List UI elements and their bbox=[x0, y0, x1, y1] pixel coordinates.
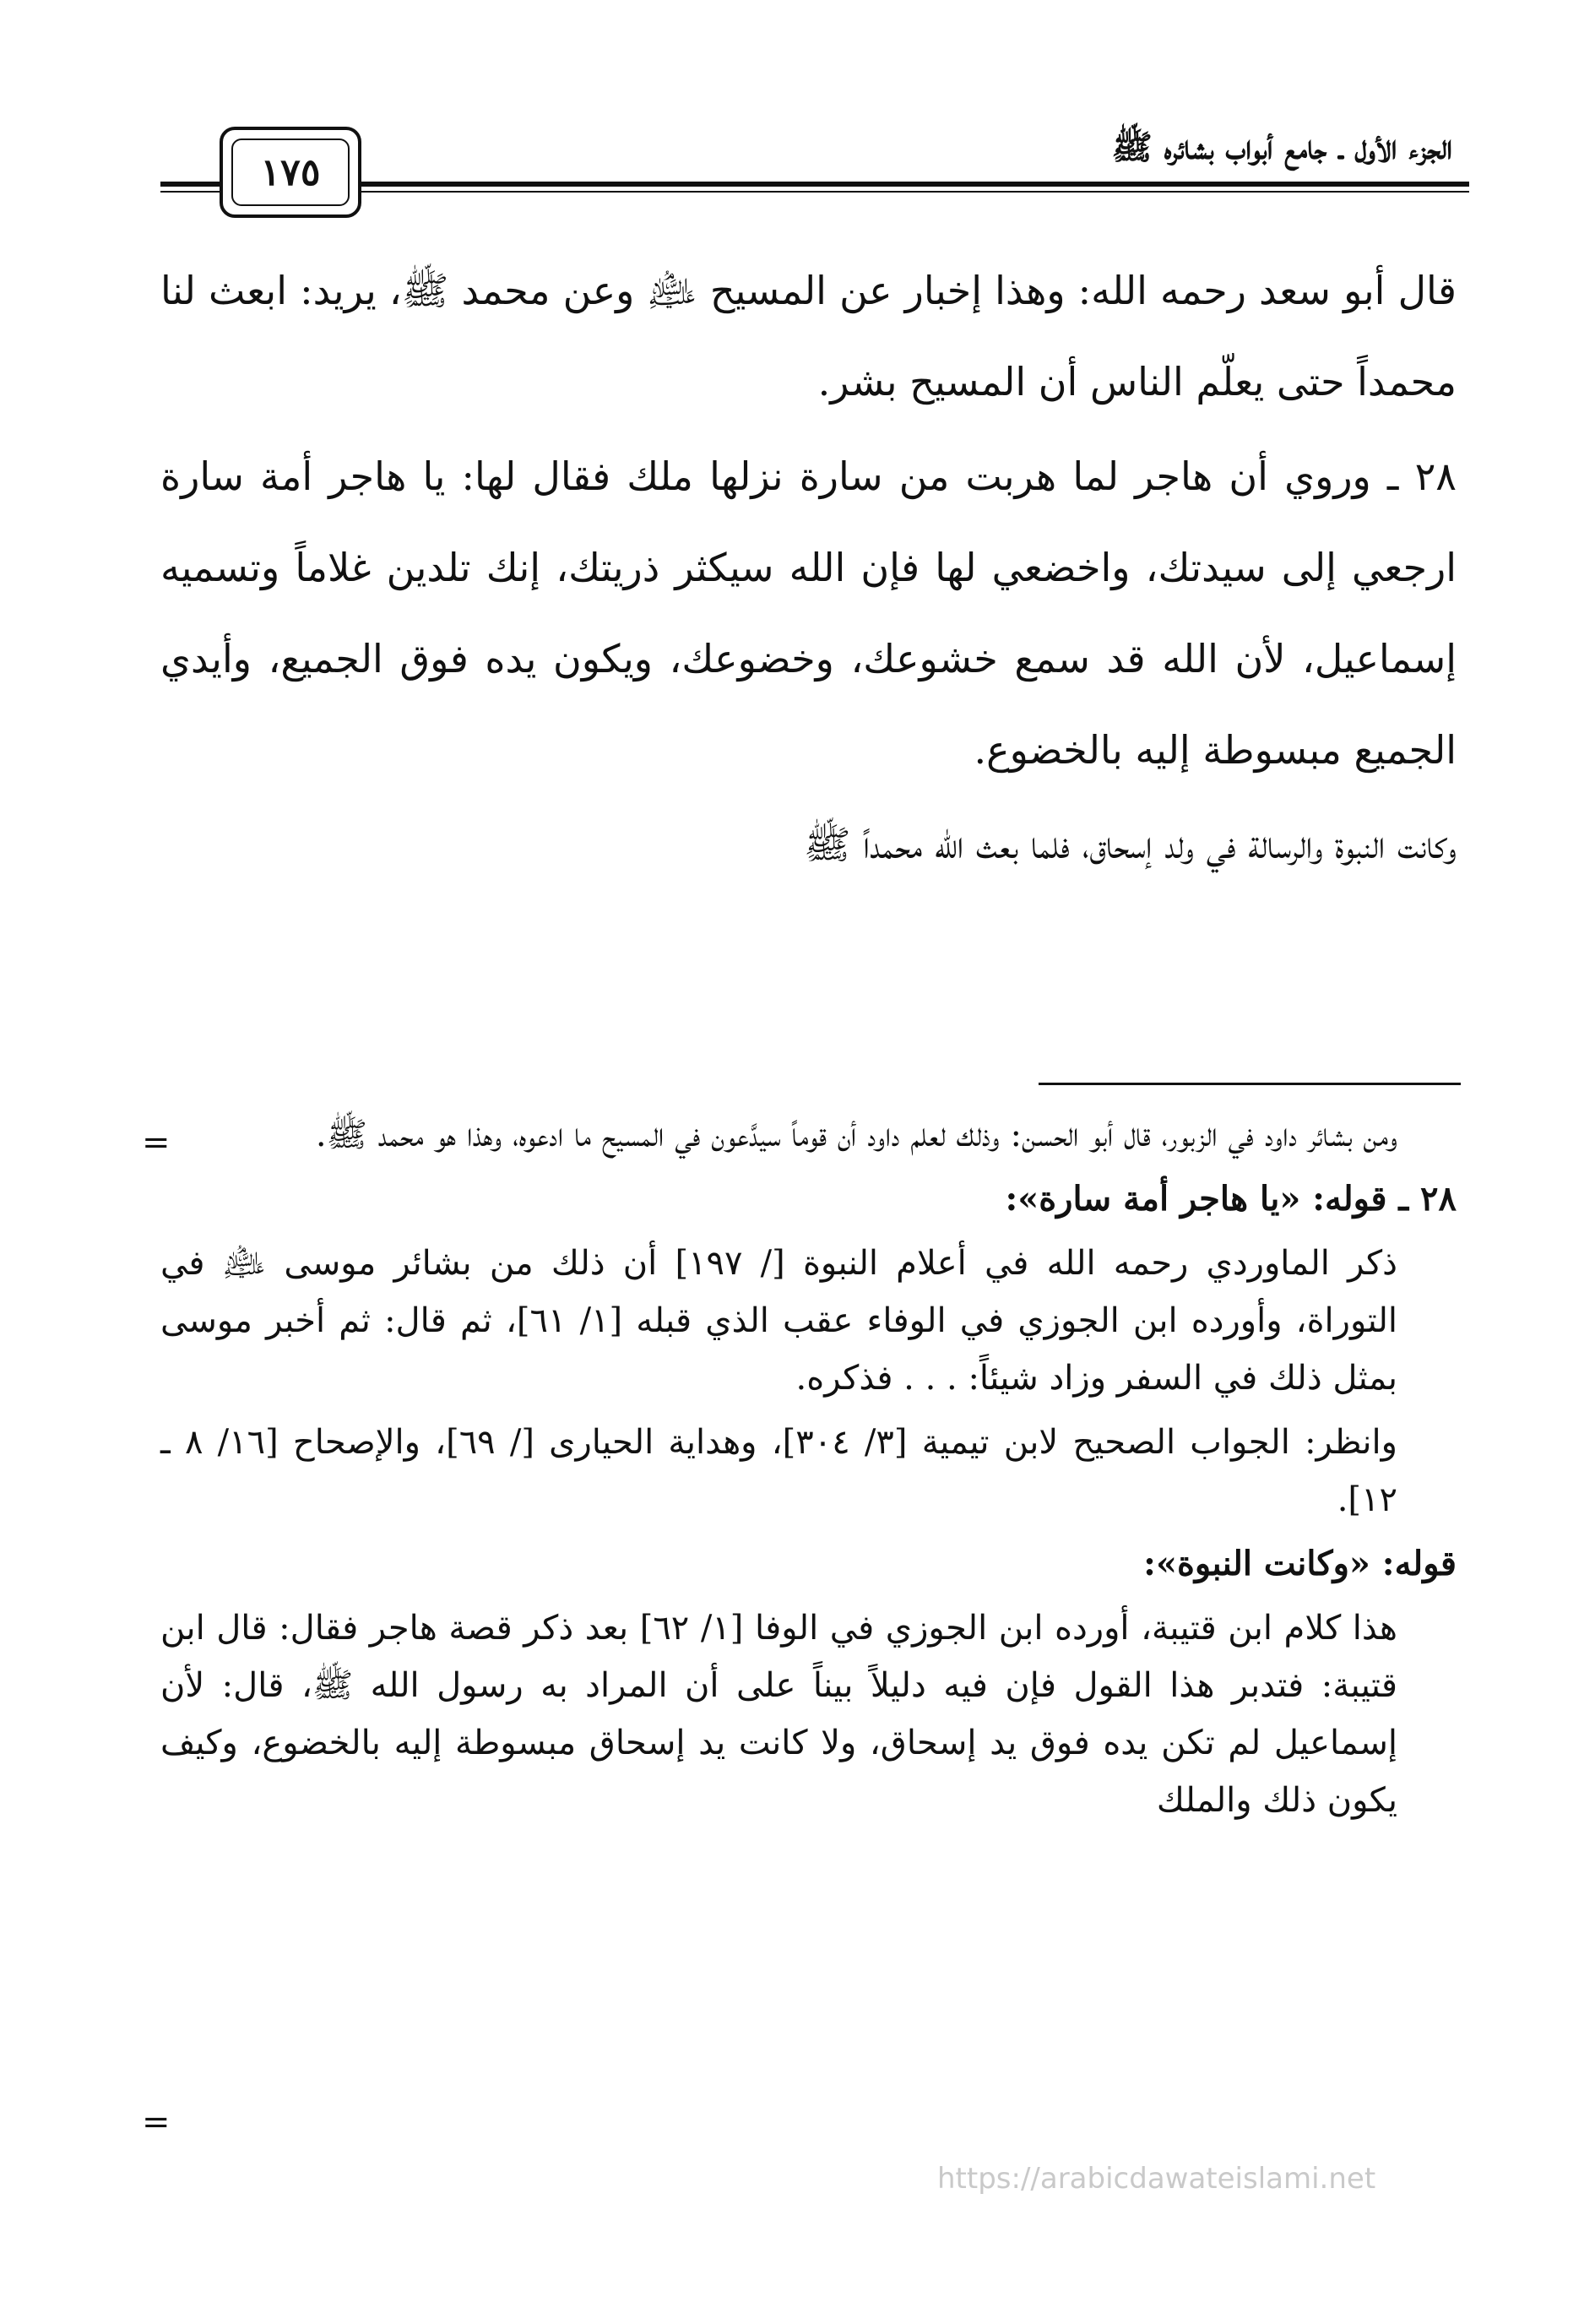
page-number: ١٧٥ bbox=[231, 138, 350, 206]
main-paragraph: ٢٨ ـ وروي أن هاجر لما هربت من سارة نزلها ملك فقال لها: يا هاجر أمة سارة ارجعي إلى سيدتك، واخضعي لها فإن الله سيكثر ذريتك، إنك تلدين غلاماً وتسميه إسماعيل، لأن الله قد سمع خشوعك، وخضوعك، ويكون يده فوق الجميع، وأيدي الجميع مبسوطة إليه بالخضوع. bbox=[160, 453, 1457, 773]
page-header bbox=[160, 93, 1469, 211]
footnote-paragraph: ومن بشائر داود في الزبور، قال أبو الحسن: وذلك لعلم داود أن قوماً سيدَّعون في المسيح ما ادعوه، وهذا هو محمد ﷺ. bbox=[315, 1116, 1397, 1154]
footnote-heading: قوله: «وكانت النبوة»: bbox=[1143, 1544, 1457, 1583]
running-title: الجزء الأول ـ جامع أبواب بشائره ﷺ bbox=[1111, 128, 1452, 167]
watermark-url: https://arabicdawateislami.net bbox=[937, 2162, 1376, 2196]
footnote-paragraph: وانظر: الجواب الصحيح لابن تيمية [٣/ ٣٠٤]، وهداية الحيارى [/ ٦٩]، والإصحاح [١٦/ ٨ ـ ١٢]. bbox=[160, 1423, 1397, 1519]
footnote-separator bbox=[1039, 1083, 1461, 1085]
footnote-paragraph: هذا كلام ابن قتيبة، أورده ابن الجوزي في الوفا [١/ ٦٢] بعد ذكر قصة هاجر فقال: قال ابن قتيبة: فتدبر هذا القول فإن فيه دليلاً بيناً على أن المراد به رسول الله ﷺ، قال: لأن إسماعيل لم تكن يده فوق يد إسحاق، ولا كانت يد إسحاق مبسوطة إليه بالخضوع، وكيف يكون ذلك والملك bbox=[160, 1609, 1397, 1820]
footnotes bbox=[160, 1106, 1457, 1836]
continuation-mark: = bbox=[142, 1123, 171, 1162]
page-number-frame bbox=[220, 127, 361, 218]
main-text bbox=[160, 245, 1457, 893]
continuation-mark-end: = bbox=[142, 2103, 171, 2142]
main-paragraph: قال أبو سعد رحمه الله: وهذا إخبار عن المسيح ﵇ وعن محمد ﷺ، يريد: ابعث لنا محمداً حتى يعلّم الناس أن المسيح بشر. bbox=[160, 268, 1457, 405]
footnote-heading: ٢٨ ـ قوله: «يا هاجر أمة سارة»: bbox=[1005, 1179, 1457, 1219]
main-paragraph: وكانت النبوة والرسالة في ولد إسحاق، فلما بعث الله محمداً ﷺ bbox=[803, 822, 1457, 867]
footnote-paragraph: ذكر الماوردي رحمه الله في أعلام النبوة [/ ١٩٧] أن ذلك من بشائر موسى ﵇ في التوراة، وأورده ابن الجوزي في الوفاء عقب الذي قبله [١/ ٦١]، ثم قال: ثم أخبر موسى بمثل ذلك في السفر وزاد شيئاً: . . . فذكره. bbox=[160, 1244, 1397, 1398]
